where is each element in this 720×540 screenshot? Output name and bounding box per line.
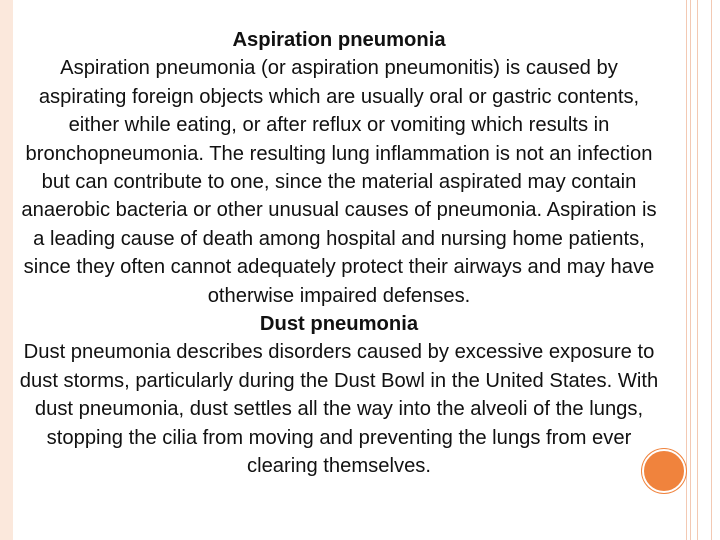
right-margin-line [686, 0, 687, 540]
dust-paragraph: Dust pneumonia describes disorders caused by excessive exposure to dust storms, particularly during the Dust Bowl in the United States. With dust pneumonia, dust settles all the way into the alveoli of the lungs, stopping the cilia from moving and preventing the lungs from ever clearing themselves. [19, 341, 659, 478]
aspiration-paragraph: Aspiration pneumonia (or aspiration pneumonitis) is caused by aspirating foreign objects which are usually oral or gastric contents, either while eating, or after reflux or vomiting which results in bronchopneumonia. The resulting lung inflammation is not an infection but can contribute to one, since the material aspirated may contain anaerobic bacteria or other unusual causes of pneumonia. Aspiration is a leading cause of death among hospital and nursing home patients, since they often cannot adequately protect their airways and may have otherwise impaired defenses. [21, 57, 657, 307]
dust-heading: Dust pneumonia [259, 313, 419, 336]
right-margin-line [711, 0, 712, 540]
aspiration-heading: Aspiration pneumonia [232, 29, 446, 51]
right-margin-line [690, 0, 691, 540]
left-margin-band [0, 0, 13, 540]
right-margin-line [697, 0, 698, 540]
orange-circle-decoration [642, 449, 686, 493]
slide-content [14, 26, 664, 481]
